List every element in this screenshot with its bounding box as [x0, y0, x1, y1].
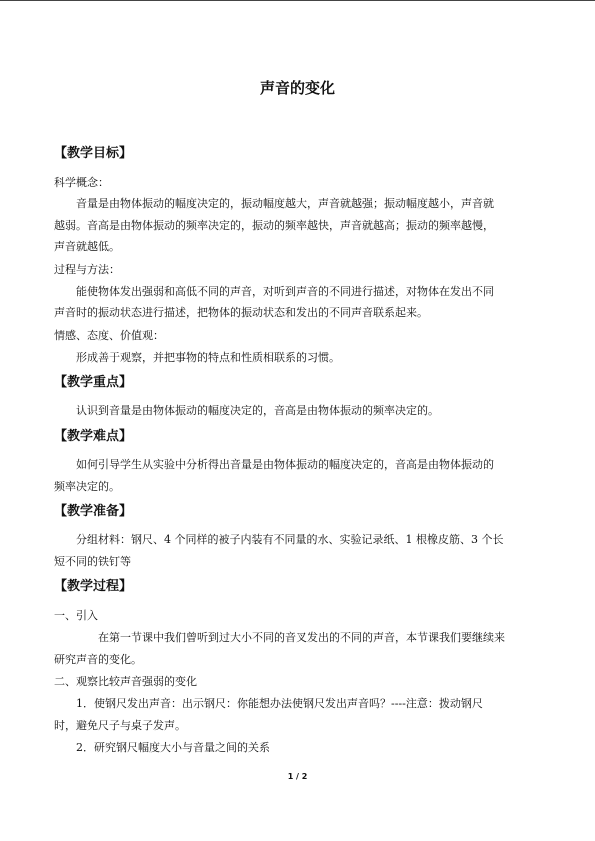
paragraph-line: 研究声音的变化。	[54, 653, 142, 666]
paragraph-line: 2．研究钢尺幅度大小与音量之间的关系	[76, 741, 270, 754]
subheading-process-method: 过程与方法：	[54, 263, 120, 276]
section-heading-key-points: 【教学重点】	[54, 375, 133, 390]
paragraph-line: 在第一节课中我们曾听到过大小不同的音叉发出的不同的声音，本节课我们要继续来	[98, 631, 505, 644]
subheading-observe-compare: 二、观察比较声音强弱的变化	[54, 675, 197, 688]
paragraph-line: 形成善于观察，并把事物的特点和性质相联系的习惯。	[76, 351, 340, 364]
paragraph-line: 1．使钢尺发出声音：出示钢尺：你能想办法使钢尺发出声音吗？----注意：拨动钢尺	[76, 697, 483, 710]
paragraph-line: 能使物体发出强弱和高低不同的声音，对听到声音的不同进行描述，对物体在发出不同	[76, 285, 494, 298]
section-heading-difficulties: 【教学难点】	[54, 429, 133, 444]
paragraph-line: 越弱。音高是由物体振动的频率决定的，振动的频率越快，声音就越高；振动的频率越慢，	[54, 219, 494, 232]
page-number: 1 / 2	[287, 772, 308, 781]
paragraph-line: 如何引导学生从实验中分析得出音量是由物体振动的幅度决定的，音高是由物体振动的	[76, 458, 494, 471]
paragraph-line: 认识到音量是由物体振动的幅度决定的，音高是由物体振动的频率决定的。	[76, 404, 439, 417]
paragraph-line: 声音时的振动状态进行描述，把物体的振动状态和发出的不同声音联系起来。	[54, 306, 428, 319]
paragraph-line: 时，避免尺子与桌子发声。	[54, 719, 186, 732]
paragraph-line: 短不同的铁钉等	[54, 555, 131, 568]
subheading-science-concept: 科学概念：	[54, 176, 109, 189]
paragraph-line: 分组材料：钢尺、4 个同样的被子内装有不同量的水、实验记录纸、1 根橡皮筋、3 个长	[76, 533, 504, 546]
subheading-attitude-values: 情感、态度、价值观：	[54, 329, 164, 342]
document-title: 声音的变化	[259, 79, 335, 97]
section-heading-goals: 【教学目标】	[54, 146, 133, 161]
paragraph-line: 频率决定的。	[54, 480, 120, 493]
paragraph-line: 音量是由物体振动的幅度决定的，振动幅度越大，声音就越强；振动幅度越小，声音就	[76, 197, 494, 210]
section-heading-preparation: 【教学准备】	[54, 504, 133, 519]
subheading-introduction: 一、引入	[54, 609, 98, 622]
section-heading-process: 【教学过程】	[54, 579, 133, 594]
page-top-rule	[0, 0, 595, 1]
paragraph-line: 声音就越低。	[54, 240, 120, 253]
